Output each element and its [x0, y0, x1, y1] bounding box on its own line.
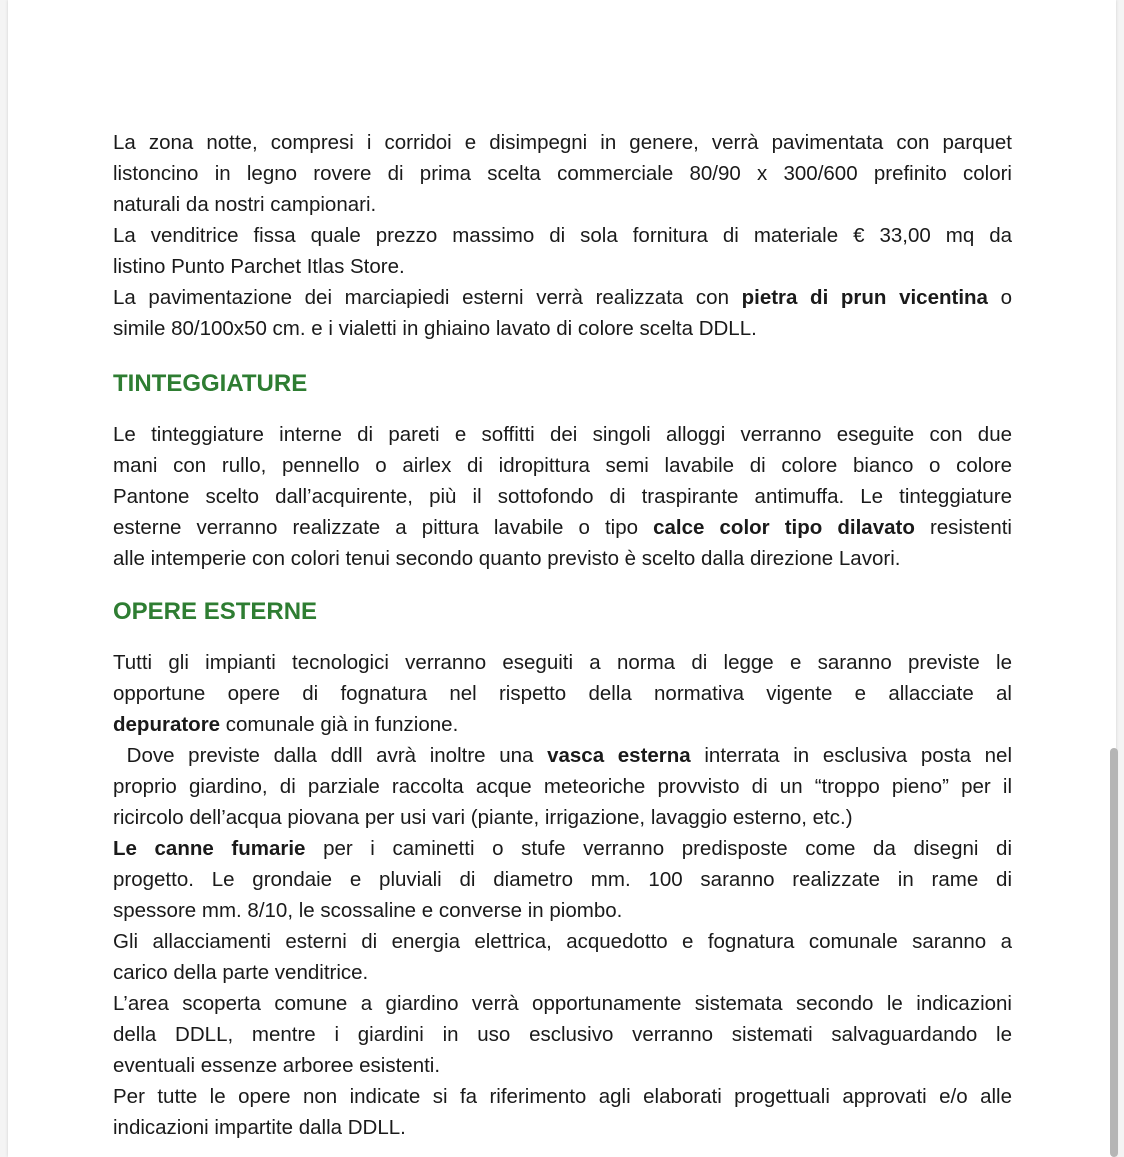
- text-line: esterne verranno realizzate a pittura lavabile o tipo calce color tipo dilavato resistenti: [113, 516, 1012, 539]
- paragraph-area-scoperta: [113, 988, 1012, 1081]
- bold-text: calce color tipo dilavato: [653, 516, 915, 539]
- paragraph-allacciamenti: [113, 926, 1012, 988]
- paragraph-marciapiedi: [113, 282, 1012, 344]
- text-line: La pavimentazione dei marciapiedi esterni verrà realizzata con pietra di prun vicentina o: [113, 286, 1012, 309]
- text-line: ricircolo dell’acqua piovana per usi vari (piante, irrigazione, lavaggio esterno, etc.): [113, 806, 853, 829]
- text-line: Le tinteggiature interne di pareti e soffitti dei singoli alloggi verranno eseguite con due: [113, 423, 1012, 446]
- paragraph-zona-notte: [113, 127, 1012, 220]
- bold-text: Le canne fumarie: [113, 837, 306, 860]
- text-line: alle intemperie con colori tenui secondo quanto previsto è scelto dalla direzione Lavori.: [113, 547, 901, 570]
- paragraph-canne-fumarie: [113, 833, 1012, 926]
- document-body: [113, 127, 1012, 1143]
- text-line: naturali da nostri campionari.: [113, 193, 377, 216]
- text-line: listino Punto Parchet Itlas Store.: [113, 255, 405, 278]
- section-heading-opere-esterne: OPERE ESTERNE: [113, 598, 318, 625]
- bold-text: pietra di prun vicentina: [741, 286, 988, 309]
- text-line: La zona notte, compresi i corridoi e disimpegni in genere, verrà pavimentata con parquet: [113, 131, 1012, 154]
- text-line: Le canne fumarie per i caminetti o stufe verranno predisposte come da disegni di: [113, 837, 1012, 860]
- bold-text: depuratore: [113, 713, 221, 736]
- text-line: Pantone scelto dall’acquirente, più il sottofondo di traspirante antimuffa. Le tinteggiature: [113, 485, 1012, 508]
- text-line: spessore mm. 8/10, le scossaline e converse in piombo.: [113, 899, 623, 922]
- text-line: indicazioni impartite dalla DDLL.: [113, 1116, 406, 1139]
- text-line: listoncino in legno rovere di prima scelta commerciale 80/90 x 300/600 prefinito colori: [113, 162, 1012, 185]
- text-line: Per tutte le opere non indicate si fa riferimento agli elaborati progettuali approvati e/o alle: [113, 1085, 1012, 1108]
- document-page: [8, 0, 1116, 1157]
- text-line: Dove previste dalla ddll avrà inoltre una vasca esterna interrata in esclusiva posta nel: [113, 744, 1012, 767]
- text-line: carico della parte venditrice.: [113, 961, 369, 984]
- paragraph-tinteggiature: [113, 419, 1012, 574]
- paragraph-prezzo: [113, 220, 1012, 282]
- paragraph-impianti: [113, 647, 1012, 740]
- text-line: progetto. Le grondaie e pluviali di diametro mm. 100 saranno realizzate in rame di: [113, 868, 1012, 891]
- text-line: proprio giardino, di parziale raccolta acque meteoriche provvisto di un “troppo pieno” per il: [113, 775, 1012, 798]
- bold-text: vasca esterna: [547, 744, 691, 767]
- text-line: depuratore comunale già in funzione.: [113, 713, 459, 736]
- scrollbar-thumb[interactable]: [1110, 748, 1118, 1157]
- text-line: eventuali essenze arboree esistenti.: [113, 1054, 441, 1077]
- text-line: della DDLL, mentre i giardini in uso esclusivo verranno sistemati salvaguardando le: [113, 1023, 1012, 1046]
- text-line: La venditrice fissa quale prezzo massimo di sola fornitura di materiale € 33,00 mq da: [113, 224, 1012, 247]
- text-line: mani con rullo, pennello o airlex di idropittura semi lavabile di colore bianco o colore: [113, 454, 1012, 477]
- paragraph-riferimenti: [113, 1081, 1012, 1143]
- text-line: L’area scoperta comune a giardino verrà opportunamente sistemata secondo le indicazioni: [113, 992, 1012, 1015]
- text-line: simile 80/100x50 cm. e i vialetti in ghiaino lavato di colore scelta DDLL.: [113, 317, 757, 340]
- text-line: Gli allacciamenti esterni di energia elettrica, acquedotto e fognatura comunale saranno a: [113, 930, 1012, 953]
- section-heading-tinteggiature: TINTEGGIATURE: [113, 370, 308, 397]
- paragraph-vasca: [113, 740, 1012, 833]
- vertical-scrollbar[interactable]: [1110, 0, 1118, 1157]
- text-line: opportune opere di fognatura nel rispetto della normativa vigente e allacciate al: [113, 682, 1012, 705]
- text-line: Tutti gli impianti tecnologici verranno eseguiti a norma di legge e saranno previste le: [113, 651, 1012, 674]
